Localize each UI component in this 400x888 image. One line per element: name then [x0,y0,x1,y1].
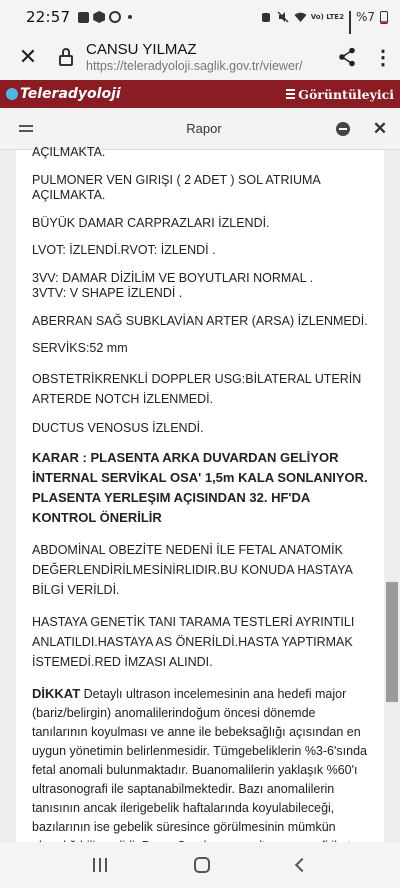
viewer-button-label: Görüntüleyici [298,86,394,102]
report-paragraph: PULMONER VEN GIRIŞI ( 2 ADET ) SOL ATRIUMA AÇILMAKTA. [32,172,321,202]
alarm-icon [260,11,272,23]
browser-bar [0,34,400,80]
close-tab-button[interactable]: ✕ [18,44,38,69]
home-button[interactable] [194,857,210,873]
app-header [0,80,400,108]
report-conclusion: KARAR : PLASENTA ARKA DUVARDAN GELİYOR İNTERNAL SERVİKAL OSA' 1,5m KALA SONLANIYOR. PLASENTA YERLEŞIM AÇISINDAN 32. HF'DA KONTROL ÖNERİLİR [32,450,368,525]
viewer-button[interactable] [286,87,394,102]
panel-title: Rapor [186,121,222,136]
warning-label: DİKKAT [32,686,81,701]
share-icon [338,47,356,67]
report-paragraph: LVOT: İZLENDİ.RVOT: İZLENDİ . [32,243,216,257]
report-paragraph: DUCTUS VENOSUS İZLENDİ. [32,420,204,435]
more-options-button[interactable]: ⋮ [373,46,393,69]
back-button[interactable] [295,858,309,872]
address-area[interactable] [86,41,326,74]
mute-icon [277,11,289,23]
scrollbar-thumb[interactable] [386,582,398,702]
report-paragraph: AÇILMAKTA. [32,145,106,159]
status-bar [0,0,400,34]
report-viewport[interactable] [0,145,400,842]
url-text: https://teleradyoloji.saglik.gov.tr/viewer/ [86,58,303,73]
battery-percent: %7 [355,10,375,24]
signal-icon [349,11,351,23]
report-text [32,145,374,887]
report-paragraph: 3VV: DAMAR DİZİLİM VE BOYUTLARI NORMAL . 3VTV: V SHAPE İZLENDİ . [32,270,314,300]
report-paragraph: ABDOMİNAL OBEZİTE NEDENİ İLE FETAL ANATOMİK DEĞERLENDİRİLMESİNİRLIDIR.BU KONUDA HASTAYA BİLGİ VERİLDİ. [32,543,353,597]
notification-icons [78,11,132,23]
battery-icon [380,11,388,24]
report-paragraph: OBSTETRİKRENKLİ DOPPLER USG:BİLATERAL UTERİN ARTERDE NOTCH İZLENMEDİ. [32,371,362,406]
report-paragraph: SERVİKS:52 mm [32,341,128,355]
logo[interactable] [6,86,121,102]
more-notifications-icon [128,15,132,19]
network-type-label: Vo) LTE2 [310,12,344,21]
left-gutter [0,150,16,842]
logo-text: Teleradyoloji [20,86,121,102]
report-paragraph: HASTAYA GENETİK TANI TARAMA TESTLERİ AYRINTILI ANLATILDI.HASTAYA AS ÖNERİLDİ.HASTA YAPTIRMAK İSTEMEDİ.RED İMZASI ALINDI. [32,615,355,669]
package-icon [93,11,105,23]
scrollbar-track[interactable] [384,150,400,842]
minimize-button[interactable] [336,122,350,136]
menu-icon [19,125,33,132]
close-panel-button[interactable]: ✕ [372,118,388,138]
warning-text: Detaylı ultrason incelemesinin ana hedefi major (bariz/belirgin) anomalilerindoğum öncesi dönemde tanılarının koyulması ve anne ile bebeksağlığı açısından en uygun yönetimin belirlenmesidir. Tümgebeliklerin %3-6'sında fetal anomali bulunmaktadır. Buanomalilerin yaklaşık %60'ı ultrasonografi ile saptanabilmektedir. Bazı anomalilerin tanısının ancak ilerigebelik haftalarında koyulabileceği, bazılarının ise gebelik süresince görülmesinin mümkün [32,687,367,834]
report-paragraph: BÜYÜK DAMAR CARPRAZLARI İZLENDİ. [32,215,270,230]
lock-icon[interactable] [56,46,76,68]
logo-icon [6,88,18,100]
recents-button[interactable] [93,858,107,872]
share-button[interactable] [326,34,366,80]
report-paragraph: ABERRAN SAĞ SUBKLAVİAN ARTER (ARSA) İZLENMEDİ. [32,313,368,328]
panel-menu-button[interactable] [0,125,52,132]
gallery-icon [78,12,89,23]
list-icon [286,89,295,99]
whatsapp-icon [109,11,121,23]
system-icons [260,10,388,24]
report-panel-header [0,108,400,150]
status-time: 22:57 [26,8,71,26]
wifi-icon [294,11,306,23]
page-title: CANSU YILMAZ [86,40,197,58]
system-nav-bar [0,842,400,888]
